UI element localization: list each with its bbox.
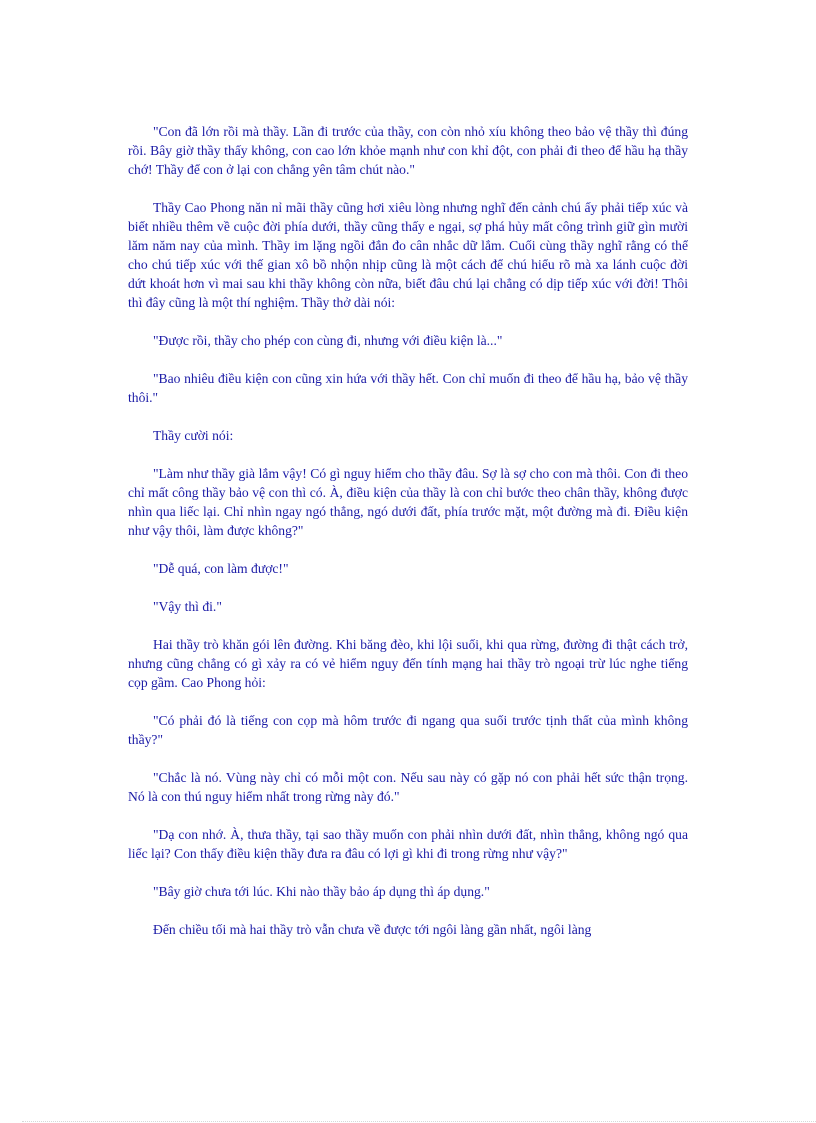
paragraph: Đến chiều tối mà hai thầy trò vẫn chưa về được tới ngôi làng gần nhất, ngôi làng (153, 922, 592, 937)
paragraph: "Dạ con nhớ. À, thưa thầy, tại sao thầy muốn con phải nhìn dưới đất, nhìn thẳng, không ngó qua liếc lại? Con thấy điều kiện thầy đưa ra đâu có lợi gì khi đi trong rừng như vậy?" (128, 827, 688, 861)
paragraph: Thầy Cao Phong năn nỉ mãi thầy cũng hơi xiêu lòng nhưng nghĩ đến cảnh chú ấy phải tiếp xúc và biết nhiều thêm về cuộc đời phía dưới, thầy cũng thấy e ngại, sợ phá hủy mất công trình giữ gìn mười lăm năm nay của mình. Thầy im lặng ngồi đắn đo cân nhắc dữ lắm. Cuối cùng thầy nghĩ rằng có thể cho chú tiếp xúc với thế gian xô bồ nhộn nhịp cũng là một cách để chú hiểu rõ mà xa lánh cuộc đời dứt khoát hơn vì mai sau khi thầy không còn nữa, biết đâu chú lại chẳng có dịp tiếp xúc với đời! Thôi thì đây cũng là một thí nghiệm. Thầy thở dài nói: (128, 200, 688, 310)
paragraph: "Được rồi, thầy cho phép con cùng đi, nhưng với điều kiện là..." (153, 333, 503, 348)
paragraph: "Vậy thì đi." (153, 599, 222, 614)
paragraph: "Làm như thầy già lắm vậy! Có gì nguy hiểm cho thầy đâu. Sợ là sợ cho con mà thôi. Con đi theo chỉ mất công thầy bảo vệ con thì có. À, điều kiện của thầy là con chỉ bước theo chân thầy, không được nhìn qua liếc lại. Chỉ nhìn ngay ngó thẳng, ngó dưới đất, phía trước mặt, một đường mà đi. Điều kiện như vậy thôi, làm được không?" (128, 466, 688, 538)
paragraph: "Dễ quá, con làm được!" (153, 561, 289, 576)
paragraph: "Chắc là nó. Vùng này chỉ có mỗi một con. Nếu sau này có gặp nó con phải hết sức thận trọng. Nó là con thú nguy hiểm nhất trong rừng này đó." (128, 770, 688, 804)
paragraph: Thầy cười nói: (153, 428, 234, 443)
paragraph: "Con đã lớn rồi mà thầy. Lần đi trước của thầy, con còn nhỏ xíu không theo bảo vệ thầy thì đúng rồi. Bây giờ thầy thấy không, con cao lớn khỏe mạnh như con khỉ đột, con phải đi theo để hầu hạ thầy chớ! Thầy để con ở lại con chẳng yên tâm chút nào." (128, 124, 688, 177)
paragraph: "Có phải đó là tiếng con cọp mà hôm trước đi ngang qua suối trước tịnh thất của mình không thầy?" (128, 713, 688, 747)
document-body (128, 122, 688, 939)
paragraph: "Bây giờ chưa tới lúc. Khi nào thầy bảo áp dụng thì áp dụng." (153, 884, 490, 899)
page-bottom-rule (22, 1121, 816, 1122)
paragraph: "Bao nhiêu điều kiện con cũng xin hứa với thầy hết. Con chỉ muốn đi theo để hầu hạ, bảo vệ thầy thôi." (128, 371, 688, 405)
paragraph: Hai thầy trò khăn gói lên đường. Khi băng đèo, khi lội suối, khi qua rừng, đường đi thật cách trở, nhưng cũng chẳng có gì xảy ra có vẻ hiểm nguy đến tính mạng hai thầy trò ngoại trừ lúc nghe tiếng cọp gầm. Cao Phong hỏi: (128, 637, 688, 690)
